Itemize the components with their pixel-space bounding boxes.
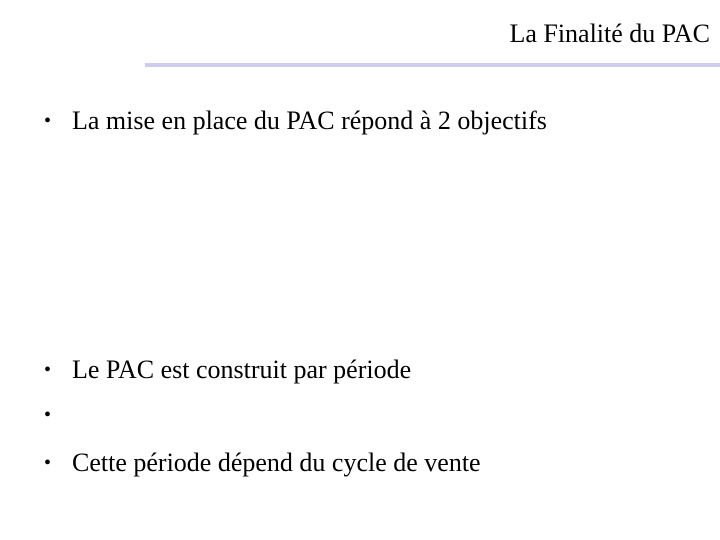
bullet-icon: • [44, 359, 52, 381]
bullet-text: Cette période dépend du cycle de vente [72, 448, 481, 477]
bullet-icon: • [44, 110, 52, 132]
bullet-text: Le PAC est construit par période [72, 355, 412, 384]
bullet-item [44, 398, 632, 432]
title-underline [145, 63, 720, 67]
bullet-icon: • [44, 452, 52, 474]
bullet-item [44, 446, 632, 480]
bullet-item [44, 104, 552, 138]
bullet-item [44, 353, 632, 387]
slide-title: La Finalité du PAC [509, 19, 710, 48]
bullet-text: La mise en place du PAC répond à 2 objectifs [72, 106, 547, 135]
bullet-icon: • [44, 404, 52, 426]
